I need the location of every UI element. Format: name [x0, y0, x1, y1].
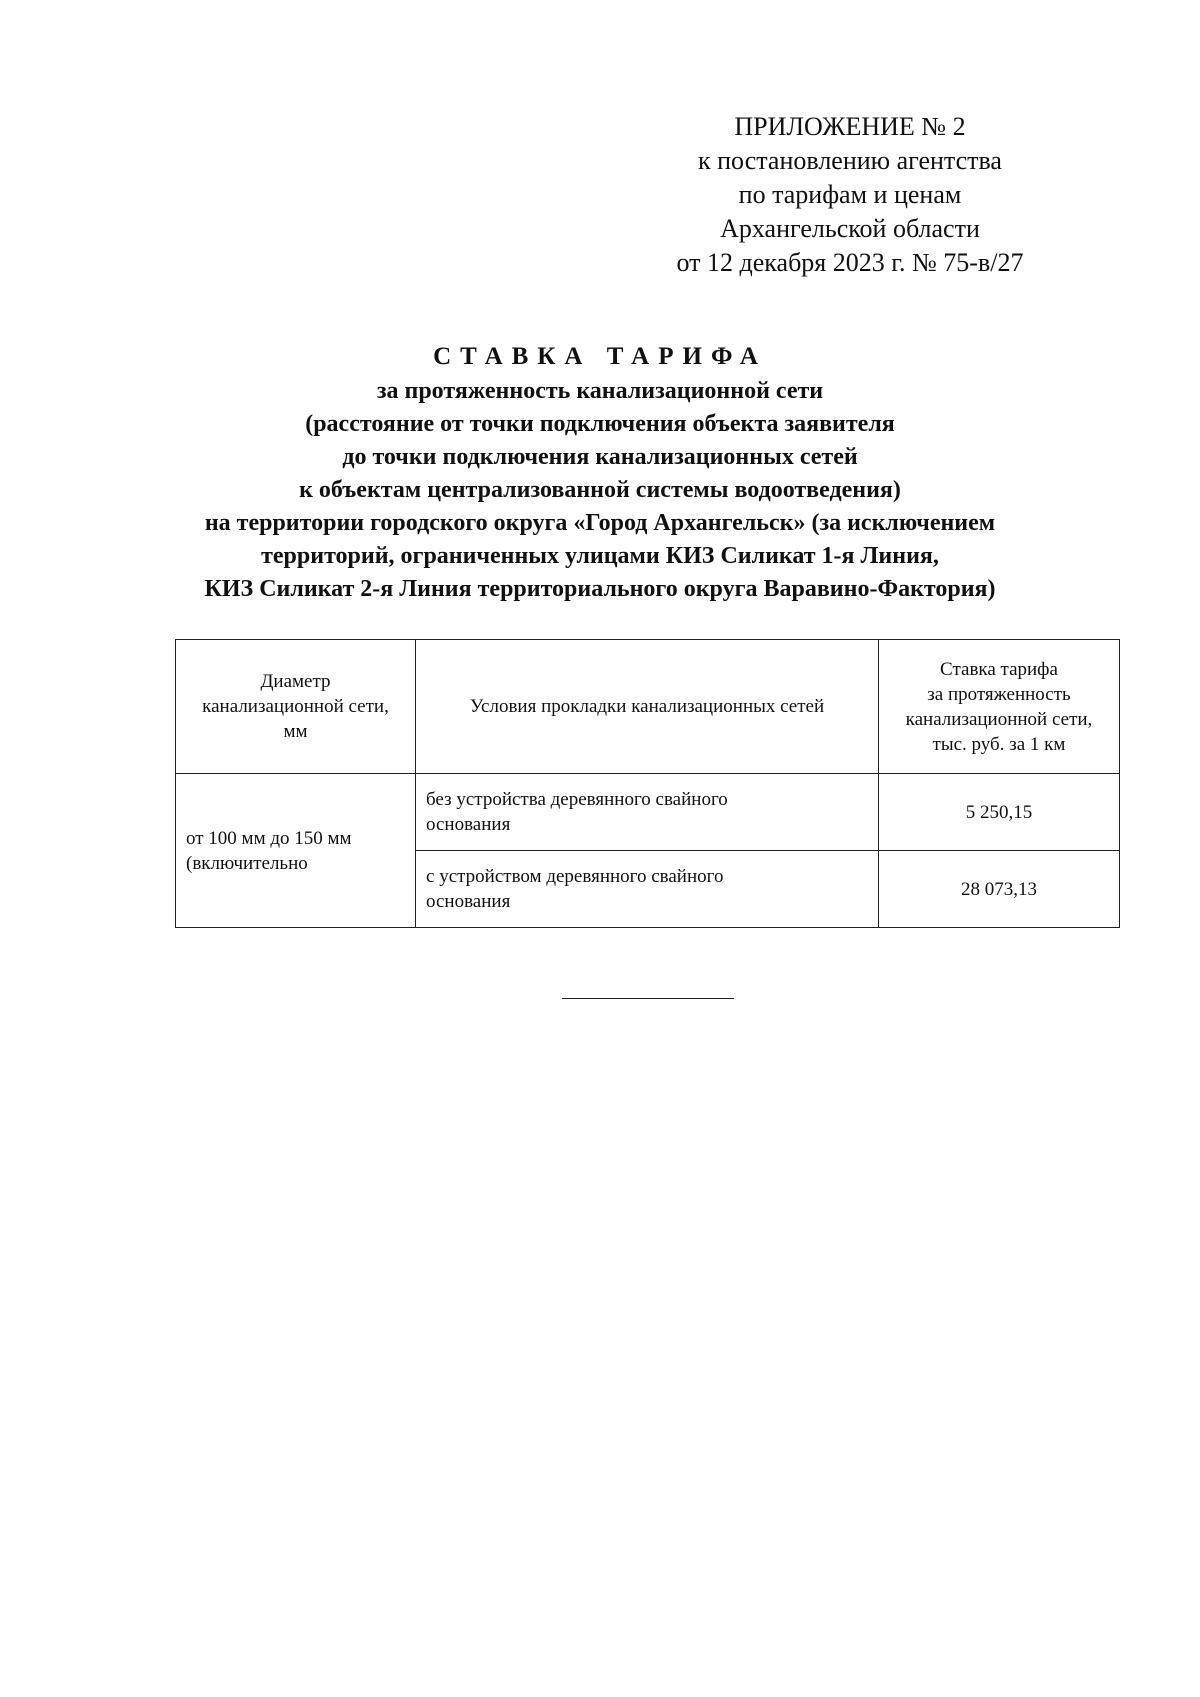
cell-rate: 28 073,13	[878, 851, 1119, 928]
table-header-row	[176, 640, 1120, 774]
title-main: СТАВКА ТАРИФА	[433, 343, 767, 370]
title-line: (расстояние от точки подключения объекта заявителя	[305, 411, 895, 437]
title-line: на территории городского округа «Город Архангельск» (за исключением	[204, 510, 996, 536]
appendix-header	[640, 110, 1060, 280]
title-line: КИЗ Силикат 2-я Линия территориального округа Варавино-Фактория)	[204, 576, 996, 602]
cell-condition: с устройством деревянного свайного основания	[416, 851, 879, 928]
header-diameter: Диаметр канализационной сети, мм	[176, 640, 416, 774]
cell-diameter: от 100 мм до 150 мм (включительно	[176, 774, 416, 928]
header-rate: Ставка тарифа за протяженность канализационной сети, тыс. руб. за 1 км	[878, 640, 1119, 774]
header-conditions: Условия прокладки канализационных сетей	[416, 640, 879, 774]
end-divider	[562, 998, 734, 999]
tariff-table	[175, 639, 1120, 928]
title-line: территорий, ограниченных улицами КИЗ Силикат 1-я Линия,	[261, 543, 939, 569]
appendix-line: по тарифам и ценам	[738, 180, 962, 209]
cell-condition: без устройства деревянного свайного основания	[416, 774, 879, 851]
appendix-date-number: от 12 декабря 2023 г. № 75-в/27	[676, 248, 1024, 277]
table-row	[176, 774, 1120, 851]
document-title	[100, 340, 1100, 606]
appendix-number: ПРИЛОЖЕНИЕ № 2	[734, 112, 966, 141]
appendix-line: к постановлению агентства	[698, 146, 1002, 175]
title-line: к объектам централизованной системы водоотведения)	[299, 477, 901, 503]
appendix-line: Архангельской области	[720, 214, 980, 243]
title-line: до точки подключения канализационных сетей	[342, 444, 858, 470]
cell-rate: 5 250,15	[878, 774, 1119, 851]
title-line: за протяженность канализационной сети	[376, 378, 824, 404]
